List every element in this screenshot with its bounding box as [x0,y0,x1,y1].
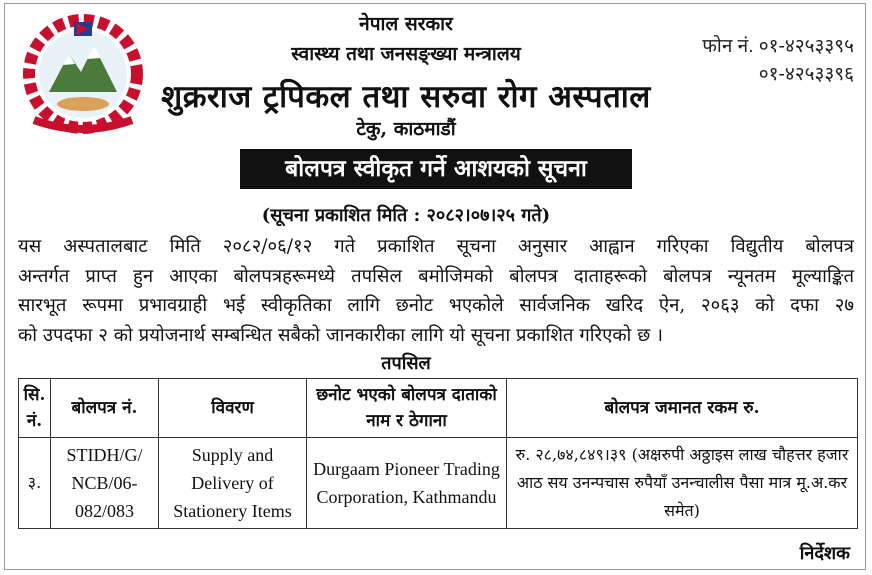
notice-paragraph [18,232,854,350]
cell-security-amount: रु. २८,७४,८४९।३९ (अक्षरुपी अठ्ठाइस लाख चौहत्तर हजार आठ सय उनन्पचास रुपैयाँ उनन्चालीस पैसा मात्र मू.अ.कर समेत) [507,438,858,529]
signatory: निर्देशक [799,543,850,564]
header-security-amount: बोलपत्र जमानत रकम रु. [507,379,858,438]
award-table [18,378,858,529]
publication-date: (सूचना प्रकाशित मिति : २०८२।०७।२५ गते) [261,205,551,226]
government-name: नेपाल सरकार [359,13,453,35]
table-header-row [19,379,858,438]
cell-bidder: Durgaam Pioneer Trading Corporation, Kathmandu [307,438,507,529]
phone-number-2: ०१-४२५३३९६ [758,64,854,85]
phone-block [702,33,854,89]
paragraph-line: यस अस्पतालबाट मिति २०८२/०६/१२ गते प्रकाशित सूचना अनुसार आह्वान गरिएका विद्युतीय बोलपत्र [18,236,854,257]
hospital-address: टेकु, काठमाडौं [356,118,456,140]
header-bid-number: बोलपत्र नं. [51,379,159,438]
hospital-name: शुक्रराज ट्रपिकल तथा सरुवा रोग अस्पताल [161,79,651,115]
header-description: विवरण [159,379,307,438]
cell-description: Supply and Delivery of Stationery Items [159,438,307,529]
table-row [19,438,858,529]
cell-serial: ३. [19,438,51,529]
phone-number-1: फोन नं. ०१-४२५३३९५ [702,36,854,57]
notice-title: बोलपत्र स्वीकृत गर्ने आशयको सूचना [240,149,632,189]
paragraph-line: अन्तर्गत प्राप्त हुन आएका बोलपत्रहरूमध्ये तपसिल बमोजिमको बोलपत्र दाताहरूको बोलपत्र न्यूनतम मूल्याङ्कित [18,265,854,287]
header-bidder: छनोट भएको बोलपत्र दाताको नाम र ठेगाना [307,379,507,438]
paragraph-line: को उपदफा २ को प्रयोजनार्थ सम्बन्धित सबैको जानकारीका लागि यो सूचना प्रकाशित गरिएको छ । [18,324,664,346]
paragraph-line: सारभूत रूपमा प्रभावग्राही भई स्वीकृतिका लागि छनोट भएकोले सार्वजनिक खरिद ऐन, २०६३ को दफा २७ [18,295,854,316]
ministry-name: स्वास्थ्य तथा जनसङ्ख्या मन्त्रालय [291,43,521,65]
header-serial: सि. नं. [19,379,51,438]
schedule-heading: तपसिल [381,353,431,374]
cell-bid-number: STIDH/G/ NCB/06- 082/083 [51,438,159,529]
